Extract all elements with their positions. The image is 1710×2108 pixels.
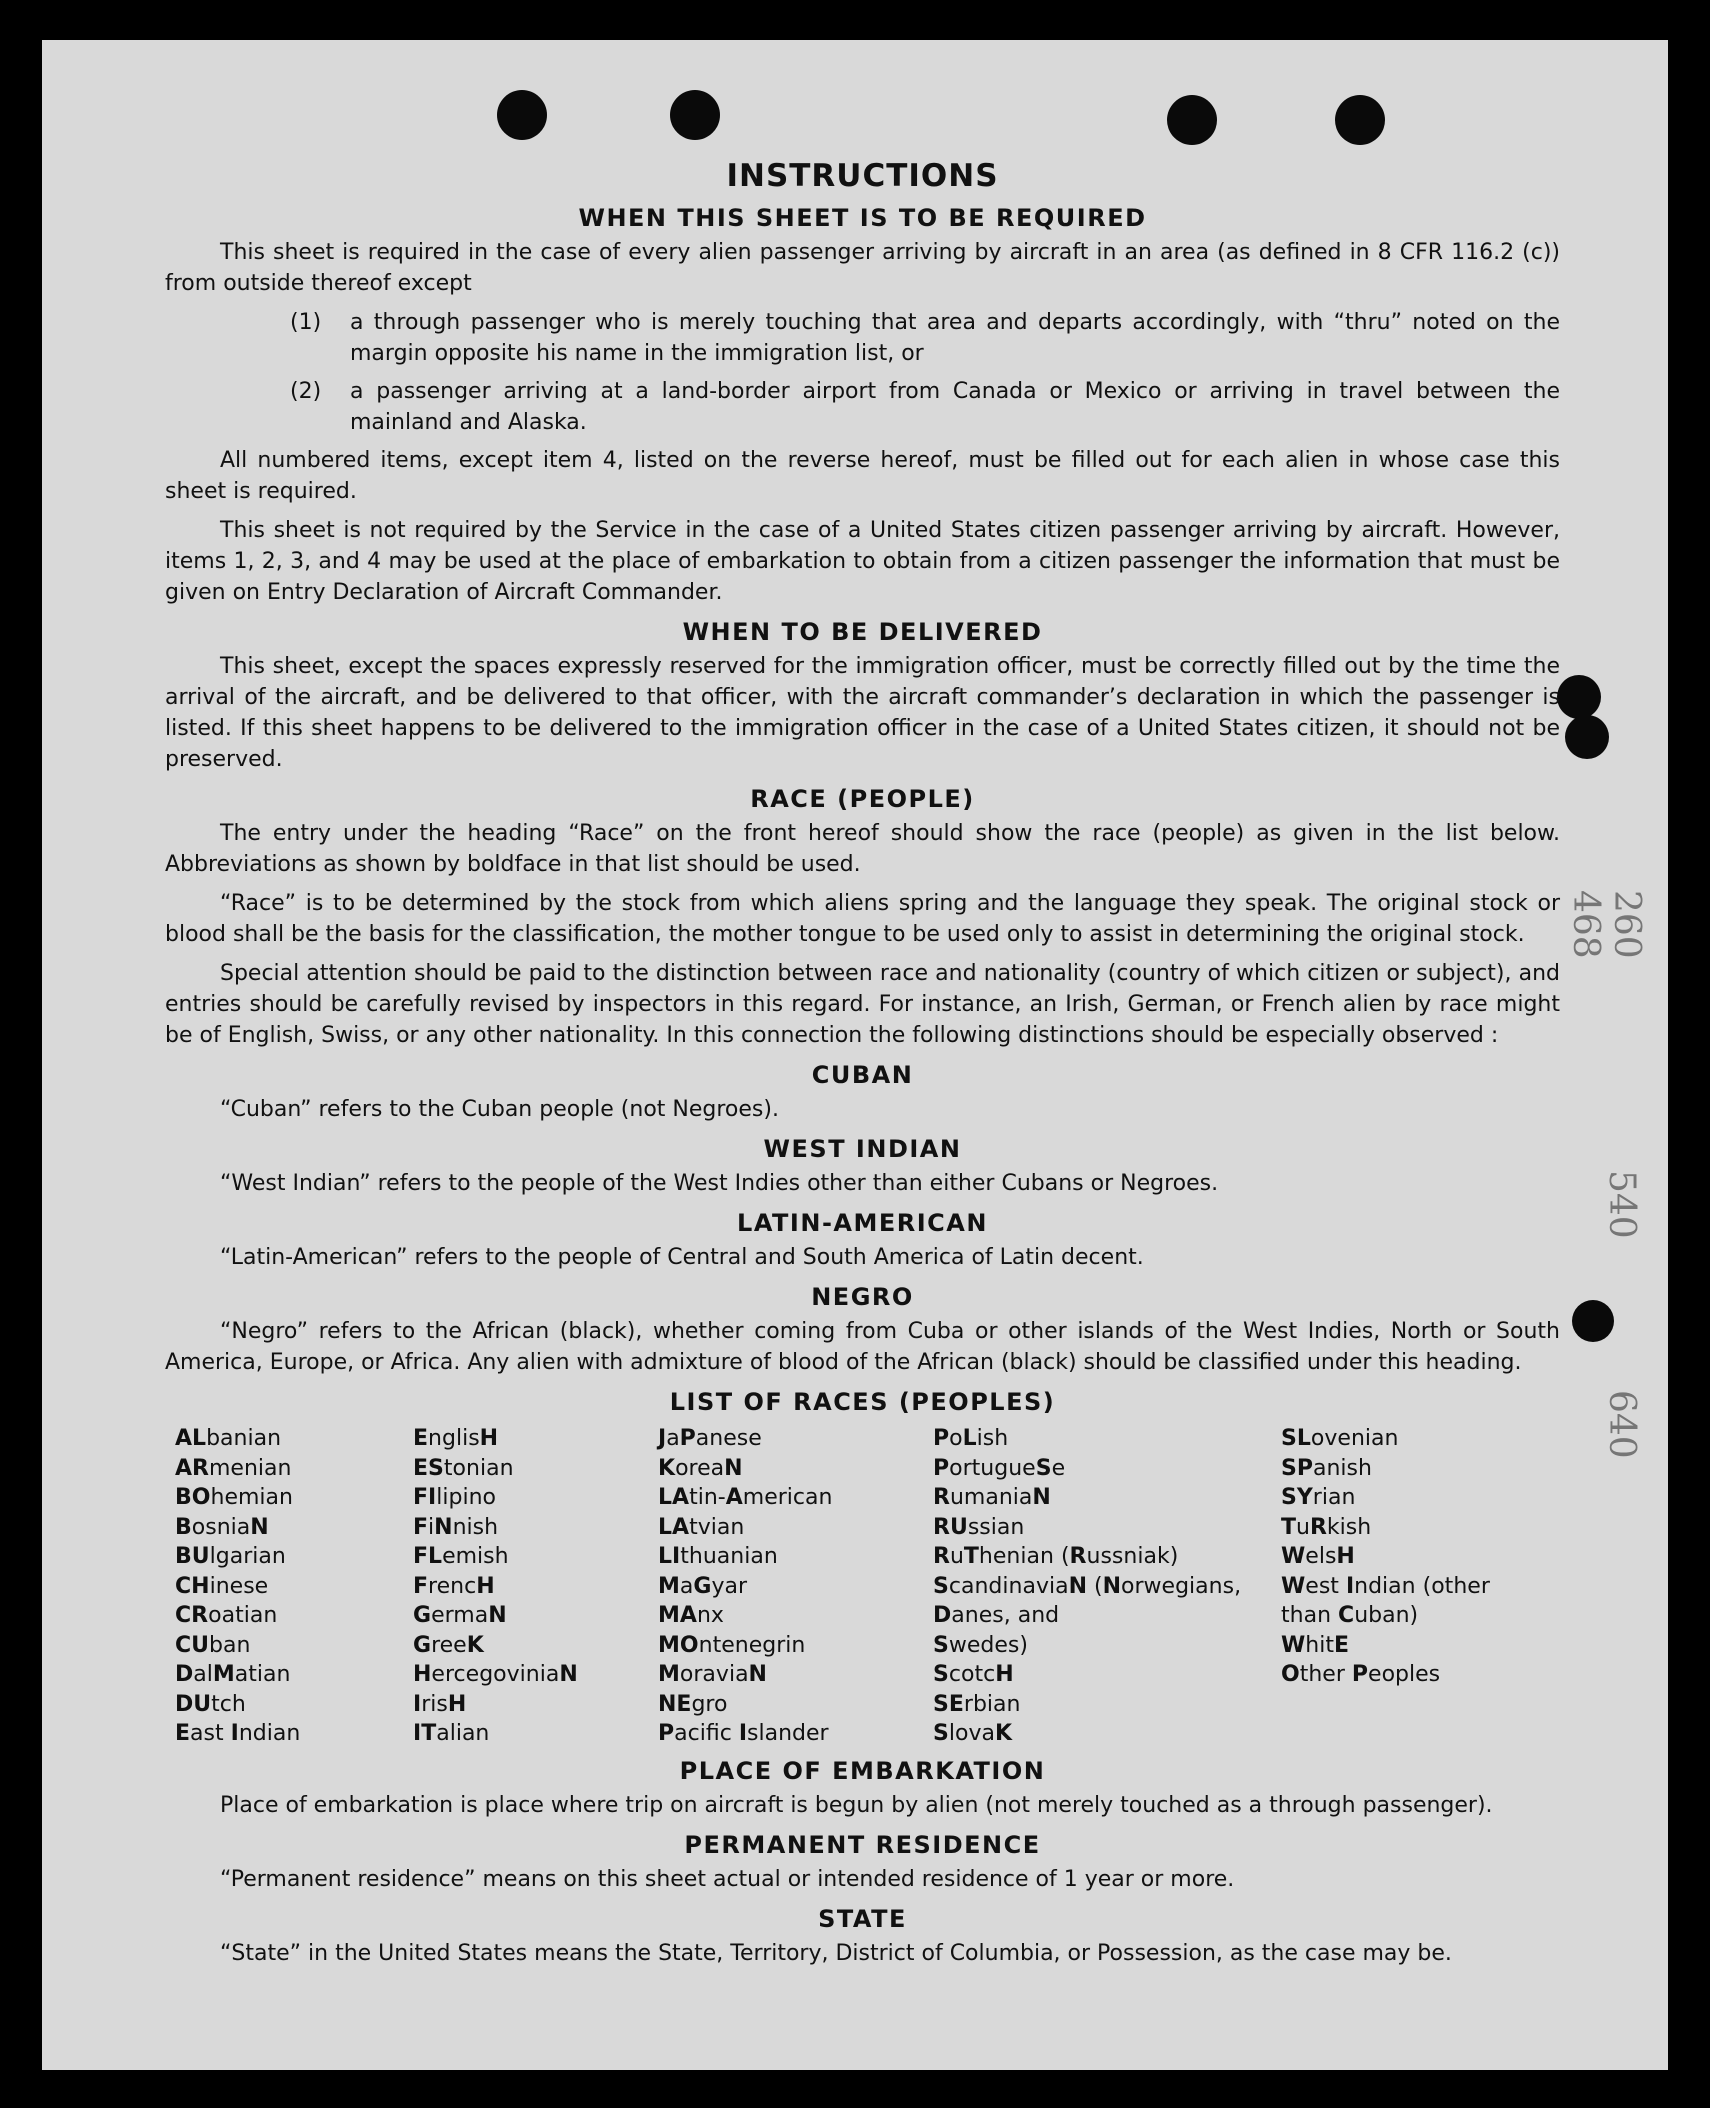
race-entry: SYrian: [1281, 1485, 1356, 1510]
paragraph: This sheet, except the spaces expressly reserved for the immigration officer, must be correctly filled out by the time the arrival of the aircraft, and be delivered to that officer, with the aircraft commander’s declaration in which the passenger is listed. If this sheet happens to be delivered to the immigration officer in the case of a United States citizen, it should not be preserved.: [165, 654, 1560, 772]
paragraph: Place of embarkation is place where trip on aircraft is begun by alien (not merely touched as a through passenger).: [220, 1792, 1493, 1818]
races-column: [413, 1424, 658, 1749]
race-entry: JaPanese: [658, 1426, 762, 1451]
race-entry: IrisH: [413, 1691, 467, 1717]
paragraph: “Cuban” refers to the Cuban people (not Negroes).: [220, 1097, 779, 1122]
paragraph: “Latin-American” refers to the people of Central and South America of Latin decent.: [220, 1245, 1144, 1270]
races-column: [658, 1424, 933, 1749]
race-entry: BosniaN: [175, 1514, 269, 1540]
list-item: [290, 307, 1560, 369]
paragraph: “Negro” refers to the African (black), whether coming from Cuba or other islands of the West Indies, North or South America, Europe, or Africa. Any alien with admixture of blood of the African (black) should be classified under this heading.: [165, 1319, 1560, 1375]
punch-hole: [1565, 715, 1609, 759]
race-entry: ScandinaviaN (Norwegians,: [933, 1573, 1242, 1599]
punch-hole: [497, 90, 547, 140]
race-entry: Danes, and: [933, 1603, 1060, 1628]
section-heading-cuban: CUBAN: [811, 1061, 914, 1089]
punch-hole: [1167, 95, 1217, 145]
race-entry: CRoatian: [175, 1603, 278, 1628]
section-heading-delivered: WHEN TO BE DELIVERED: [682, 618, 1043, 646]
page-title: INSTRUCTIONS: [726, 158, 999, 194]
race-entry: BOhemian: [175, 1485, 293, 1510]
race-entry: GermaN: [413, 1603, 507, 1628]
race-entry: Other Peoples: [1281, 1662, 1441, 1687]
race-entry: EnglisH: [413, 1426, 499, 1451]
race-entry: LAtin-American: [658, 1485, 833, 1510]
item-text: a passenger arriving at a land-border airport from Canada or Mexico or arriving in travel between the mainland and Alaska.: [350, 379, 1560, 435]
handwritten-note: 540: [1601, 1170, 1642, 1239]
item-number: (2): [290, 379, 322, 404]
section-heading-negro: NEGRO: [811, 1283, 914, 1311]
race-entry: CHinese: [175, 1573, 269, 1599]
race-entry: FIlipino: [413, 1485, 496, 1510]
race-entry: KoreaN: [658, 1455, 743, 1481]
section-heading-list-of-races: LIST OF RACES (PEOPLES): [669, 1388, 1056, 1416]
race-entry: RumaniaN: [933, 1485, 1051, 1510]
race-entry: TuRkish: [1281, 1514, 1372, 1540]
race-entry: ARmenian: [175, 1455, 292, 1481]
section-heading-state: STATE: [818, 1904, 907, 1933]
race-entry: East Indian: [175, 1721, 301, 1746]
section-heading-race: RACE (PEOPLE): [750, 785, 975, 813]
race-entry: MaGyar: [658, 1573, 748, 1599]
race-entry: DUtch: [175, 1691, 246, 1717]
race-entry: LIthuanian: [658, 1544, 778, 1569]
race-entry: West Indian (other: [1281, 1573, 1490, 1599]
section-heading-required: WHEN THIS SHEET IS TO BE REQUIRED: [578, 204, 1147, 232]
race-entry: ITalian: [413, 1721, 490, 1746]
race-entry: Swedes): [933, 1632, 1028, 1658]
race-entry: RUssian: [933, 1514, 1025, 1540]
races-list: [175, 1424, 1560, 1749]
race-entry: SPanish: [1281, 1455, 1372, 1481]
paragraph: All numbered items, except item 4, listed on the reverse hereof, must be filled out for each alien in whose case this sheet is required.: [165, 448, 1560, 504]
race-entry: HercegoviniaN: [413, 1662, 578, 1687]
paragraph: This sheet is not required by the Service in the case of a United States citizen passenger arriving by aircraft. However, items 1, 2, 3, and 4 may be used at the place of embarkation to obtain from a citizen passenger the information that must be given on Entry Declaration of Aircraft Commander.: [165, 518, 1560, 605]
race-entry: ScotcH: [933, 1662, 1014, 1687]
race-entry: MoraviaN: [658, 1662, 767, 1687]
handwritten-note: 640: [1601, 1390, 1642, 1459]
race-entry: Pacifc Islander: [658, 1721, 829, 1746]
races-column: [1281, 1424, 1541, 1749]
race-entry: MOntenegrin: [658, 1632, 806, 1658]
handwritten-note: 260 468: [1565, 890, 1647, 959]
race-entry: than Cuban): [1281, 1603, 1419, 1628]
punch-hole: [1572, 1300, 1614, 1342]
section-heading-latin-american: LATIN-AMERICAN: [737, 1209, 988, 1237]
race-entry: SLovenian: [1281, 1426, 1399, 1451]
section-heading-west-indian: WEST INDIAN: [763, 1135, 962, 1163]
punch-hole: [1335, 95, 1385, 145]
race-entry: BUlgarian: [175, 1544, 286, 1569]
punch-hole: [670, 90, 720, 140]
race-entry: SlovaK: [933, 1721, 1013, 1746]
race-entry: WhitE: [1281, 1632, 1350, 1658]
race-entry: RuThenian (Russniak): [933, 1544, 1179, 1569]
list-item: [290, 376, 1560, 438]
paragraph: “Permanent residence” means on this sheet actual or intended residence of 1 year or more.: [220, 1866, 1235, 1892]
races-column: [175, 1424, 413, 1749]
item-number: (1): [290, 310, 322, 335]
item-text: a through passenger who is merely touching that area and departs accordingly, with “thru” noted on the margin opposite his name in the immigration list, or: [350, 310, 1560, 366]
race-entry: ALbanian: [175, 1426, 282, 1451]
race-entry: CUban: [175, 1632, 251, 1658]
race-entry: NEgro: [658, 1691, 728, 1717]
instructions-content: [165, 158, 1560, 1977]
race-entry: FiNnish: [413, 1514, 499, 1540]
paragraph: This sheet is required in the case of every alien passenger arriving by aircraft in an area (as defined in 8 CFR 116.2 (c)) from outside thereof except: [165, 240, 1560, 296]
race-entry: DalMatian: [175, 1662, 291, 1687]
race-entry: WelsH: [1281, 1544, 1355, 1569]
race-entry: PortugueSe: [933, 1455, 1066, 1481]
section-heading-residence: PERMANENT RESIDENCE: [684, 1830, 1041, 1859]
race-entry: MAnx: [658, 1603, 724, 1628]
race-entry: GreeK: [413, 1632, 484, 1658]
race-entry: EStonian: [413, 1455, 514, 1481]
paragraph: “State” in the United States means the State, Territory, District of Columbia, or Possession, as the case may be.: [220, 1940, 1452, 1966]
punch-hole: [1557, 675, 1601, 719]
paragraph: “West Indian” refers to the people of the West Indies other than either Cubans or Negroes.: [220, 1171, 1219, 1196]
race-entry: FrencH: [413, 1573, 495, 1599]
paragraph: Special attention should be paid to the distinction between race and nationality (country of which citizen or subject), and entries should be carefully revised by inspectors in this regard. For instance, an Irish, German, or French alien by race might be of English, Swiss, or any other nationality. In this connection the following distinctions should be especially observed :: [165, 961, 1560, 1048]
paragraph: “Race” is to be determined by the stock from which aliens spring and the language they speak. The original stock or blood shall be the basis for the classification, the mother tongue to be used only to assist in determining the original stock.: [165, 891, 1560, 947]
race-entry: LAtvian: [658, 1514, 745, 1540]
race-entry: SErbian: [933, 1691, 1021, 1717]
race-entry: FLemish: [413, 1544, 509, 1569]
paragraph: The entry under the heading “Race” on the front hereof should show the race (people) as given in the list below. Abbreviations as shown by boldface in that list should be used.: [165, 821, 1560, 877]
race-entry: PoLish: [933, 1426, 1009, 1451]
section-heading-embarkation: PLACE OF EMBARKATION: [679, 1756, 1046, 1785]
races-column: [933, 1424, 1281, 1749]
